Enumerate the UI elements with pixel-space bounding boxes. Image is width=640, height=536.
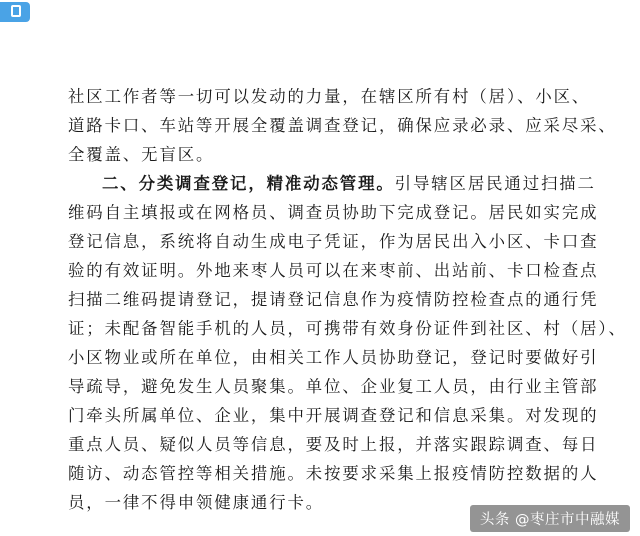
- text-line: 导疏导，避免发生人员聚集。单位、企业复工人员，由行业主管部: [68, 377, 599, 396]
- text-line: 维码自主填报或在网格员、调查员协助下完成登记。居民如实完成: [68, 203, 599, 222]
- text-line: 小区物业或所在单位，由相关工作人员协助登记，登记时要做好引: [68, 348, 599, 367]
- app-badge-icon: [0, 2, 30, 22]
- paragraph-1: [68, 82, 617, 169]
- heading-line-rest: 引导辖区居民通过扫描二: [394, 174, 596, 193]
- text-line: 重点人员、疑似人员等信息，要及时上报，并落实跟踪调查、每日: [68, 435, 599, 454]
- text-line: 门牵头所属单位、企业，集中开展调查登记和信息采集。对发现的: [68, 406, 599, 425]
- text-line: 社区工作者等一切可以发动的力量，在辖区所有村（居）、小区、: [68, 87, 591, 106]
- text-line: 验的有效证明。外地来枣人员可以在来枣前、出站前、卡口检查点: [68, 261, 599, 280]
- source-watermark: 头条 @枣庄市中融媒: [470, 505, 630, 532]
- text-line: 道路卡口、车站等开展全覆盖调查登记，确保应录必录、应采尽采、: [68, 116, 617, 135]
- text-line: 全覆盖、无盲区。: [68, 145, 215, 164]
- paragraph-2: [68, 169, 627, 517]
- document-body: [68, 82, 627, 517]
- text-line: 登记信息，系统将自动生成电子凭证，作为居民出入小区、卡口查: [68, 232, 599, 251]
- paragraph-2-first-line: [68, 169, 596, 198]
- text-line: 随访、动态管控等相关措施。未按要求采集上报疫情防控数据的人: [68, 464, 599, 483]
- text-line: 扫描二维码提请登记，提请登记信息作为疫情防控检查点的通行凭: [68, 290, 599, 309]
- section-heading: 二、分类调查登记，精准动态管理。: [102, 174, 395, 193]
- text-line: 员，一律不得申领健康通行卡。: [68, 493, 325, 512]
- text-line: 证；未配备智能手机的人员，可携带有效身份证件到社区、村（居）、: [68, 319, 627, 338]
- badge-glyph-icon: [11, 5, 21, 17]
